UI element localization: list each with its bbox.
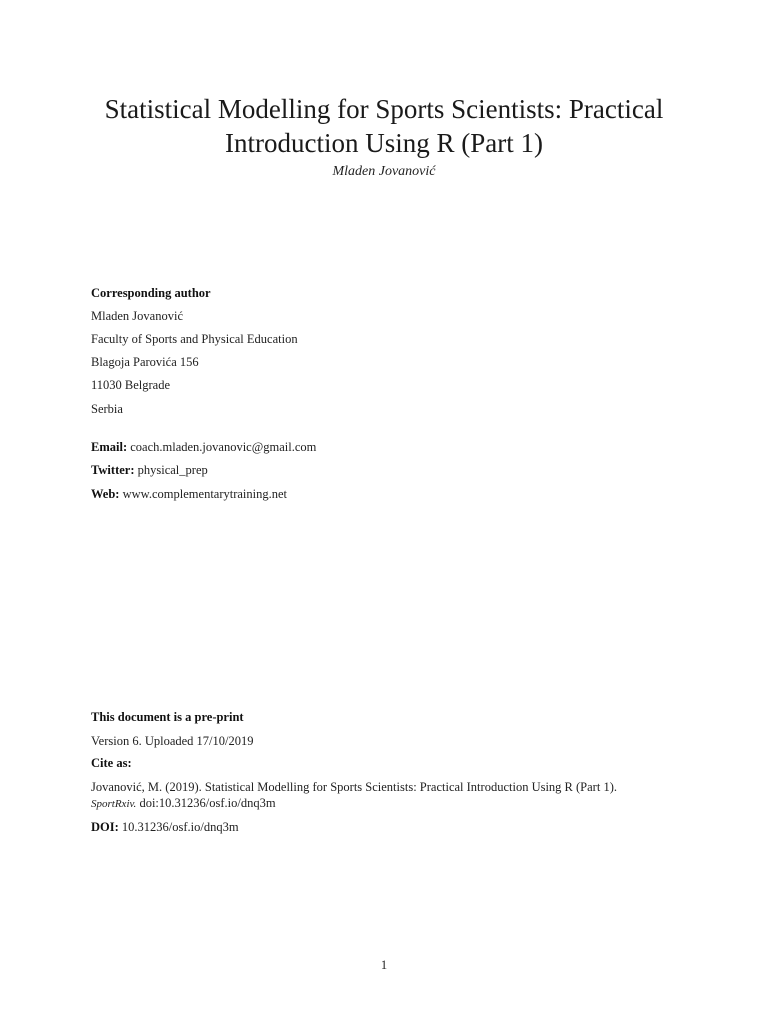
corresponding-author-heading: Corresponding author (91, 286, 211, 300)
twitter-row (91, 463, 208, 478)
citation-line-2 (91, 796, 276, 811)
page-number: 1 (380, 958, 388, 972)
corresponding-author-street: Blagoja Parovića 156 (91, 355, 199, 369)
doi-label: DOI: (91, 820, 119, 834)
paper-title-line-1: Statistical Modelling for Sports Scientists: Practical (104, 94, 664, 124)
doi-row (91, 820, 239, 835)
twitter-label: Twitter: (91, 463, 135, 477)
corresponding-author-faculty: Faculty of Sports and Physical Education (91, 332, 298, 346)
email-row (91, 440, 316, 455)
cite-as-heading: Cite as: (91, 756, 132, 770)
web-value[interactable]: www.complementarytraining.net (122, 487, 288, 501)
preprint-version: Version 6. Uploaded 17/10/2019 (91, 734, 254, 748)
citation-doi[interactable]: doi:10.31236/osf.io/dnq3m (139, 796, 276, 810)
preprint-heading: This document is a pre-print (91, 710, 244, 724)
corresponding-author-name: Mladen Jovanović (91, 309, 183, 323)
corresponding-author-city: 11030 Belgrade (91, 378, 171, 392)
email-label: Email: (91, 440, 128, 454)
paper-title-line-2: Introduction Using R (Part 1) (225, 128, 543, 158)
doi-value[interactable]: 10.31236/osf.io/dnq3m (121, 820, 239, 834)
web-row (91, 487, 287, 502)
author-name: Mladen Jovanović (332, 164, 436, 179)
citation-journal: SportRxiv. (91, 798, 137, 810)
twitter-value[interactable]: physical_prep (137, 463, 208, 477)
paper-title (0, 92, 768, 160)
corresponding-author-country: Serbia (91, 402, 123, 416)
web-label: Web: (91, 487, 120, 501)
email-value[interactable]: coach.mladen.jovanovic@gmail.com (130, 440, 317, 454)
citation-line-1: Jovanović, M. (2019). Statistical Modelling for Sports Scientists: Practical Introduction Using R (Part 1). (91, 780, 617, 794)
